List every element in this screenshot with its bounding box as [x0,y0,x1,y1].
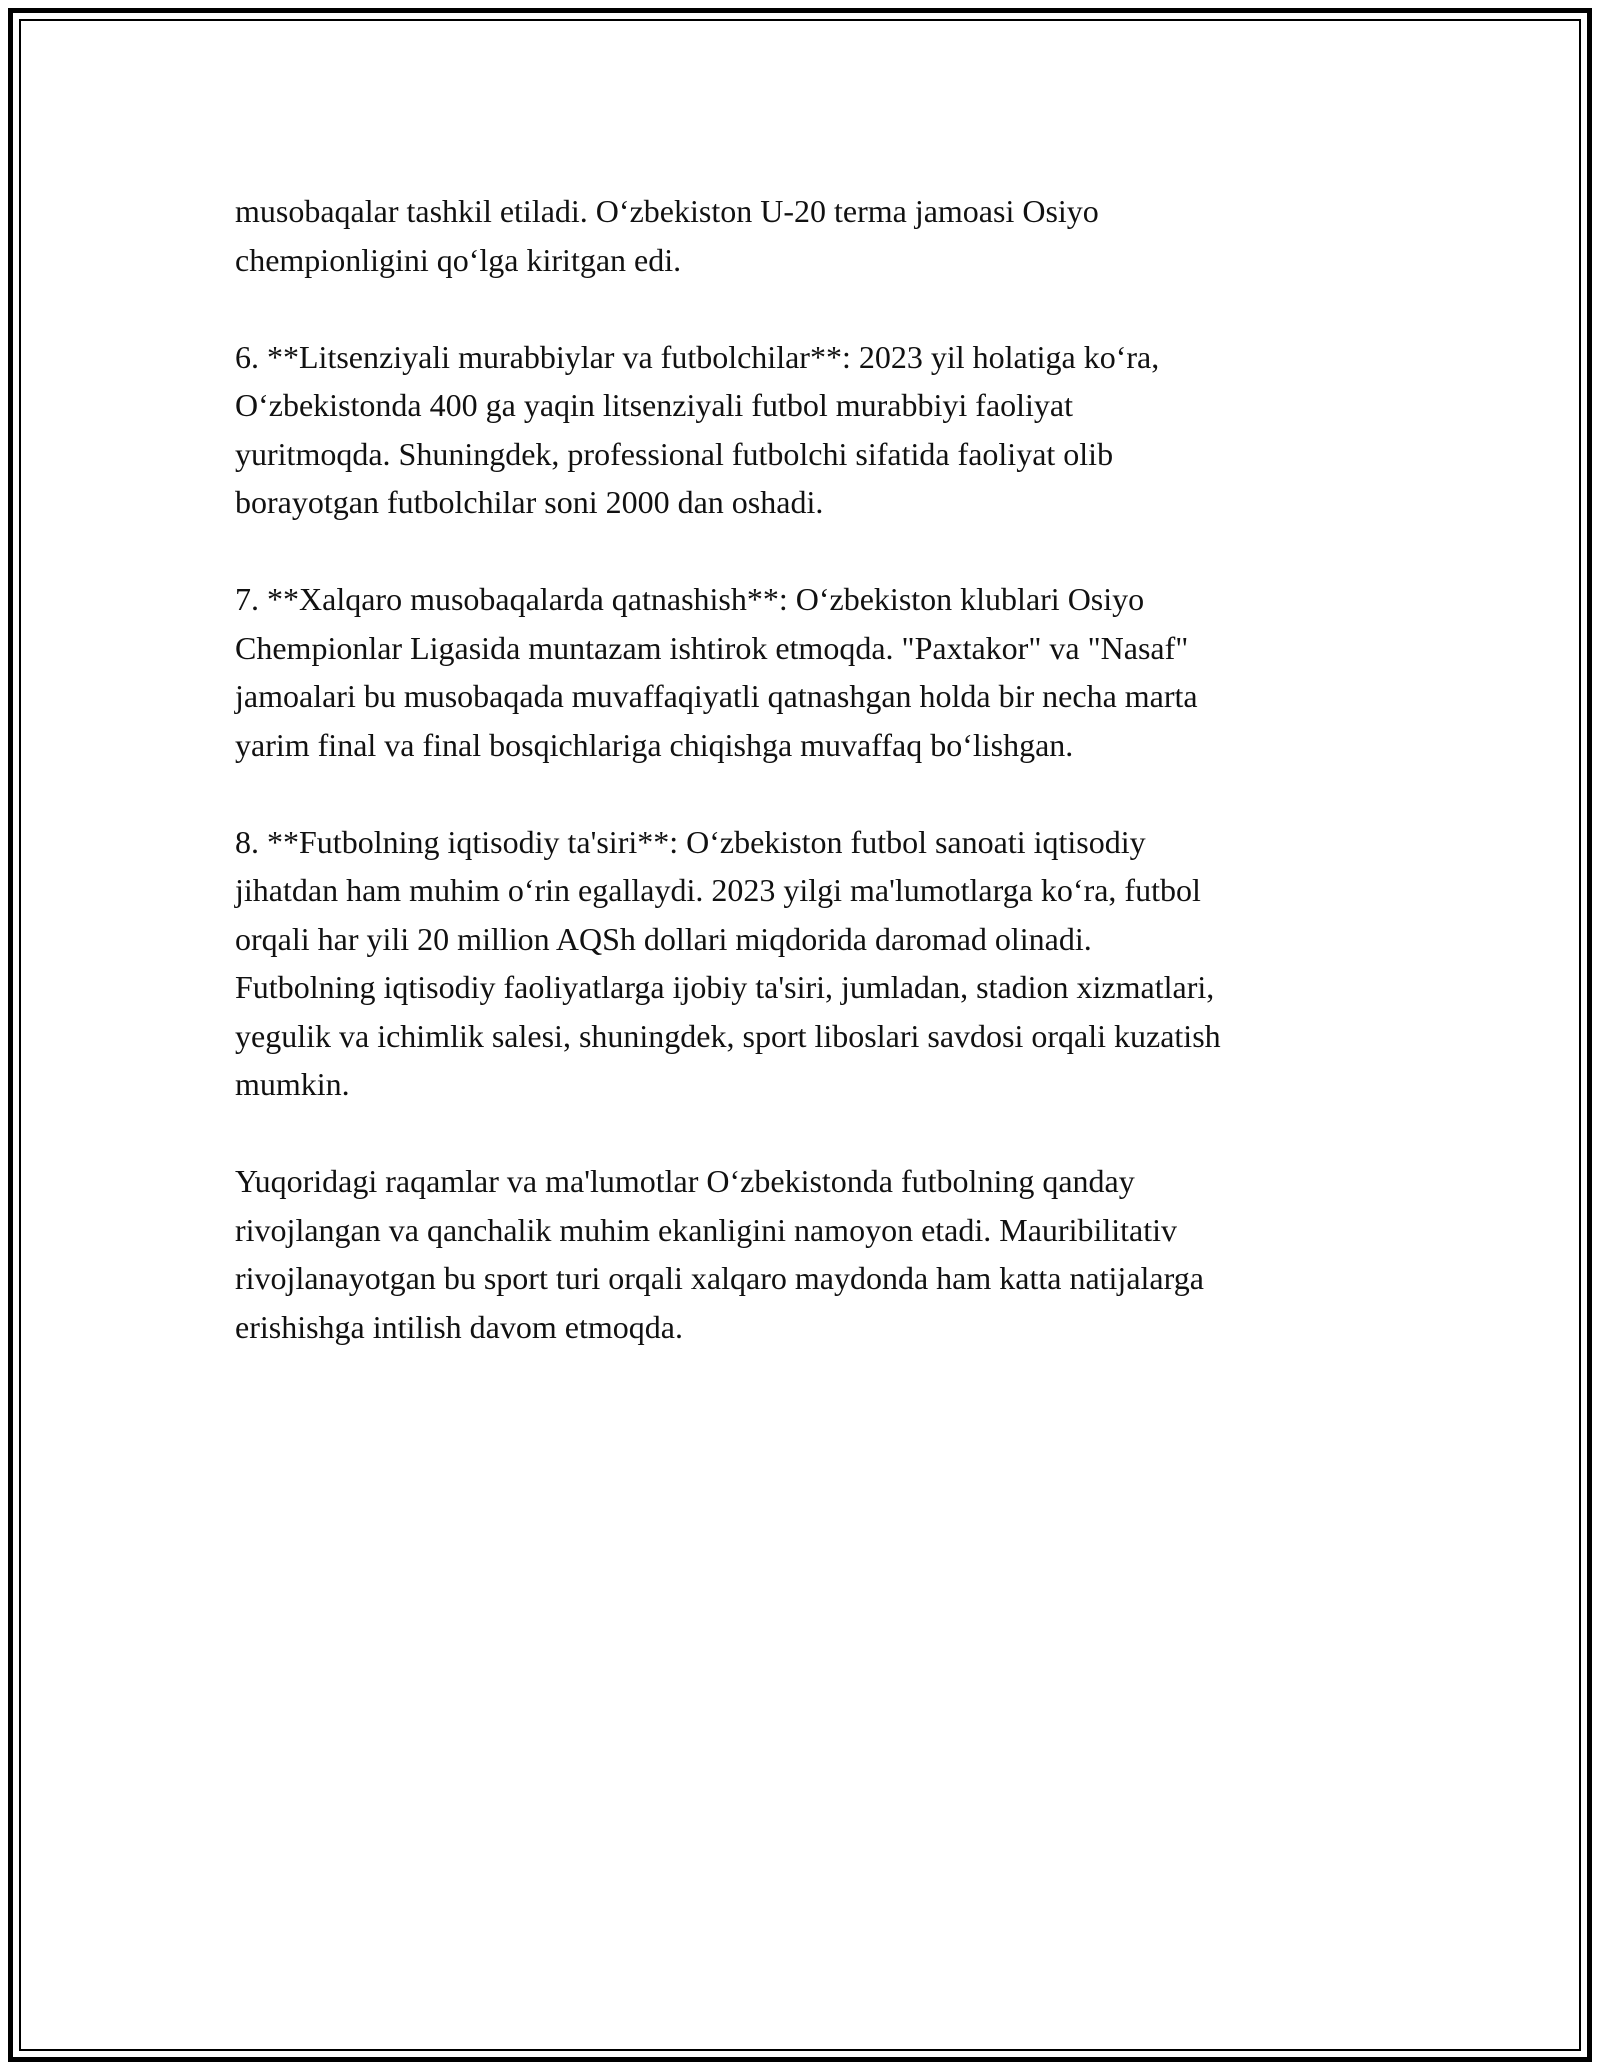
paragraph-conclusion: Yuqoridagi raqamlar va ma'lumotlar O‘zbekistonda futbolning qanday rivojlangan va qanchalik muhim ekanligini namoyon etadi. Mauribilitativ rivojlanayotgan bu sport turi orqali xalqaro maydonda ham katta natijalarga erishishga intilish davom etmoqda. [235,1163,1204,1345]
paragraph-item-7-international-competitions: 7. **Xalqaro musobaqalarda qatnashish**: O‘zbekiston klublari Osiyo Chempionlar Ligasida muntazam ishtirok etmoqda. "Paxtakor" va "Nasaf" jamoalari bu musobaqada muvaffaqiyatli qatnashgan holda bir necha marta yarim final va final bosqichlariga chiqishga muvaffaq bo‘lishgan. [235,581,1198,763]
paragraph-continuation: musobaqalar tashkil etiladi. O‘zbekiston U-20 terma jamoasi Osiyo chempionligini qo‘lga kiritgan edi. [235,193,1099,278]
paragraph-item-8-economic-impact: 8. **Futbolning iqtisodiy ta'siri**: O‘zbekiston futbol sanoati iqtisodiy jihatdan ham muhim o‘rin egallaydi. 2023 yilgi ma'lumotlarga ko‘ra, futbol orqali har yili 20 million AQSh dollari miqdorida daromad olinadi. Futbolning iqtisodiy faoliyatlarga ijobiy ta'siri, jumladan, stadion xizmatlari, yegulik va ichimlik salesi, shuningdek, sport liboslari savdosi orqali kuzatish mumkin. [235,823,1221,1102]
document-body [235,187,1385,1400]
paragraph-item-6-licensed-coaches: 6. **Litsenziyali murabbiylar va futbolchilar**: 2023 yil holatiga ko‘ra, O‘zbekistonda 400 ga yaqin litsenziyali futbol murabbiyi faoliyat yuritmoqda. Shuningdek, professional futbolchi sifatida faoliyat olib borayotgan futbolchilar soni 2000 dan oshadi. [235,338,1160,520]
